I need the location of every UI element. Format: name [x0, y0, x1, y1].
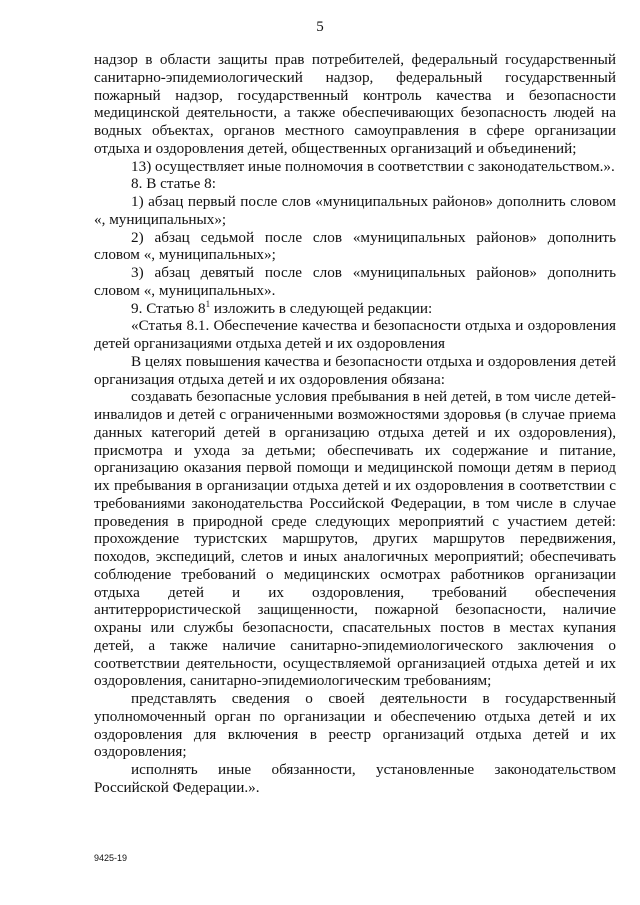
page-number: 5 [316, 19, 324, 35]
article-heading: «Статья 8.1. Обеспечение качества и безопасности отдыха и оздоровления детей организациями отдыха детей и их оздоровления [94, 317, 616, 352]
paragraph-other-duties: исполнять иные обязанности, установленные законодательством Российской Федерации.». [94, 761, 616, 796]
paragraph-item-13: 13) осуществляет иные полномочия в соответствии с законодательством.». [131, 157, 615, 175]
paragraph-subitem-2: 2) абзац седьмой после слов «муниципальных районов» дополнить словом «, муниципальных»; [94, 228, 616, 264]
paragraph-point-9 [94, 300, 616, 318]
paragraph-safe-conditions: создавать безопасные условия пребывания в ней детей, в том числе детей-инвалидов и детей с ограниченными возможностями здоровья (в случае приема данных категорий детей в организацию отдыха детей и их оздоровления), присмотра и ухода за детьми; обеспечивать их содержание и питание, организацию оказания первой помощи и медицинской помощи детям в период их пребывания в организации отдыха детей и их оздоровления в соответствии с требованиями законодательства Российской Федерации, в том числе в случае проведения в природной среде следующих мероприятий с участием детей: прохождение туристских маршрутов, других маршрутов передвижения, походов, экспедиций, слетов и иных аналогичных мероприятий; обеспечивать соблюдение требований о медицинских осмотрах работников организации отдыха детей и их оздоровления, требований обеспечения антитеррористической защищенности, пожарной безопасности, наличие охраны или службы безопасности, спасательных постов в местах купания детей, а также наличие санитарно-эпидемиологического заключения о соответствии деятельности, осуществляемой организацией отдыха детей и их оздоровления, санитарно-эпидемиологическим требованиям; [94, 388, 616, 690]
point-9-text-after: изложить в следующей редакции: [210, 299, 433, 317]
paragraph-subitem-3: 3) абзац девятый после слов «муниципальных районов» дополнить словом «, муниципальных». [94, 264, 616, 299]
document-code: 9425-19 [94, 853, 128, 863]
point-9-text-before: 9. Статью 8 [131, 299, 206, 317]
article-superscript: 1 [205, 298, 211, 309]
paragraph-point-8: 8. В статье 8: [131, 175, 216, 193]
document-body [94, 51, 616, 797]
paragraph-report-info: представлять сведения о своей деятельности в государственный уполномоченный орган по организации и обеспечению отдыха детей и их оздоровления для включения в реестр организаций отдыха детей и их оздоровления; [94, 690, 616, 761]
paragraph-subitem-1: 1) абзац первый после слов «муниципальных районов» дополнить словом «, муниципальных»; [94, 193, 616, 228]
paragraph-article-intro: В целях повышения качества и безопасности отдыха и оздоровления детей организация отдыха детей и их оздоровления обязана: [94, 352, 616, 388]
paragraph-supervision-list: надзор в области защиты прав потребителей, федеральный государственный санитарно-эпидемиологический надзор, федеральный государственный пожарный надзор, государственный контроль качества и безопасности медицинской деятельности, а также обеспечивающих безопасность людей на водных объектах, органов местного самоуправления в сфере организации отдыха и оздоровления детей, общественных организаций и объединений; [94, 51, 616, 157]
